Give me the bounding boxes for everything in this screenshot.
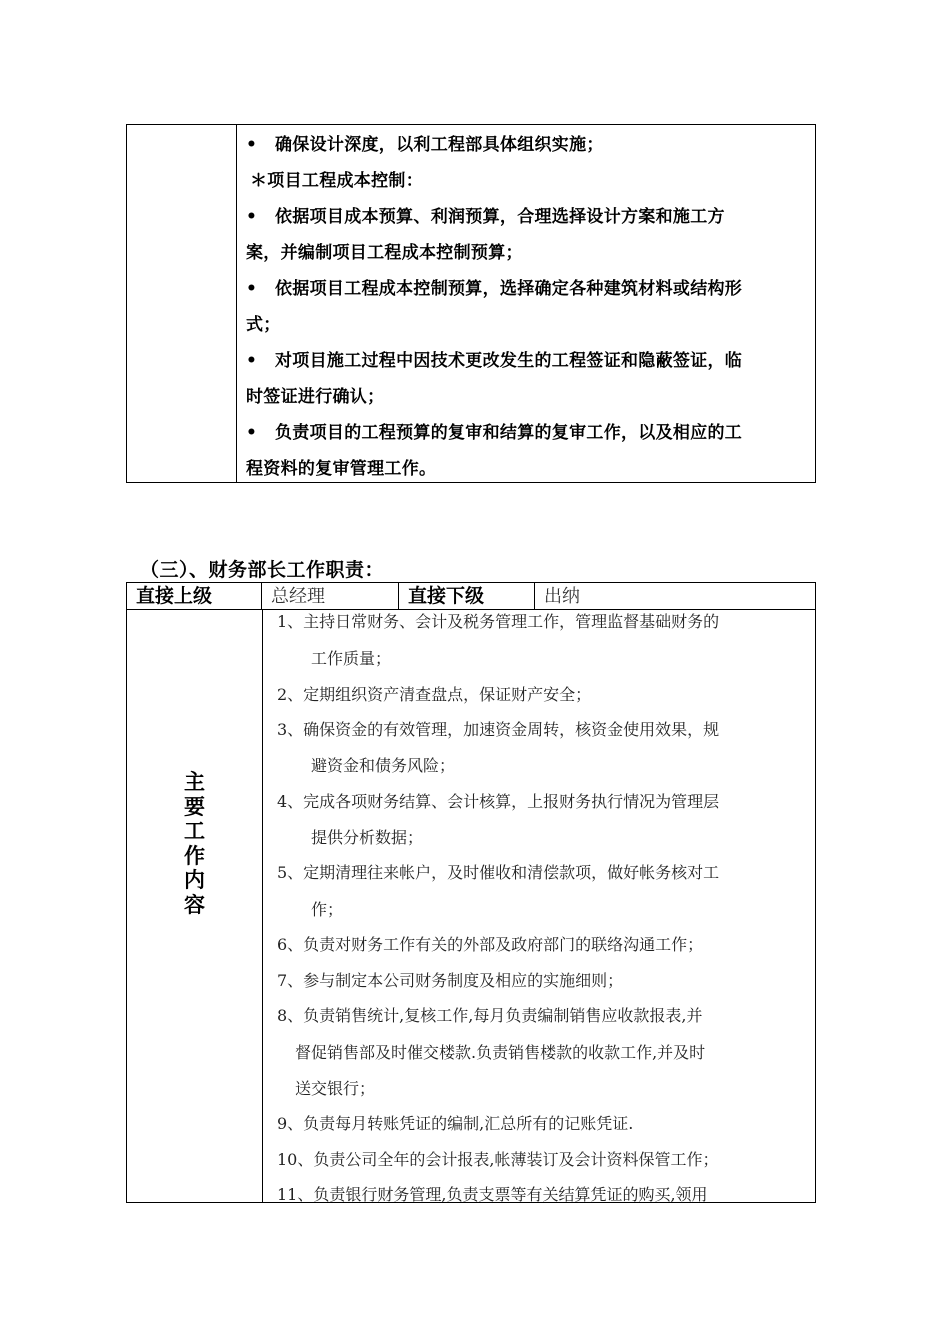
duty-line: 7、参与制定本公司财务制度及相应的实施细则； (277, 971, 624, 990)
section-title: （三）、财务部长工作职责： (140, 559, 385, 581)
duty-line: 6、负责对财务工作有关的外部及政府部门的联络沟通工作； (277, 935, 704, 954)
duty-line: 11、负责银行财务管理,负责支票等有关结算凭证的购买,领用 (277, 1185, 708, 1202)
list-item: ＊项目工程成本控制： (250, 171, 423, 191)
direct-subordinate-value: 出纳 (544, 586, 580, 607)
list-item: • 确保设计深度，以利工程部具体组织实施； (246, 127, 807, 163)
list-item-continuation: 时签证进行确认； (246, 387, 385, 407)
duty-line: 作； (311, 900, 344, 919)
main-duties-vertical-label: 主 要 工 作 内 容 (184, 770, 205, 917)
main-duties-label-cell (127, 610, 263, 1202)
main-duties-content-cell (264, 610, 815, 1202)
bullet: • (246, 279, 258, 299)
duty-line: 送交银行； (295, 1079, 376, 1098)
empty-label-cell (127, 125, 237, 482)
table-header-row (127, 583, 815, 610)
duty-line: 10、负责公司全年的会计报表,帐薄装订及会计资料保管工作； (277, 1150, 719, 1169)
duty-line: 5、定期清理往来帐户，及时催收和清偿款项，做好帐务核对工 (277, 863, 720, 882)
duty-line: 避资金和债务风险； (311, 756, 456, 775)
direct-superior-value: 总经理 (262, 583, 399, 609)
bullet: • (246, 351, 258, 371)
duty-line: 3、确保资金的有效管理，加速资金周转，核资金使用效果，规 (277, 720, 720, 739)
duty-line: 8、负责销售统计,复核工作,每月负责编制销售应收款报表,并 (277, 1006, 703, 1025)
list-item-continuation: 式； (246, 315, 281, 335)
duty-line: 2、定期组织资产清查盘点，保证财产安全； (277, 685, 592, 704)
bullet: • (246, 423, 258, 443)
duty-line: 4、完成各项财务结算、会计核算，上报财务执行情况为管理层 (277, 792, 720, 811)
list-item-continuation: 程资料的复审管理工作。 (246, 459, 437, 479)
direct-subordinate-label: 直接下级 (399, 583, 535, 609)
duty-line: 督促销售部及时催交楼款.负责销售楼款的收款工作,并及时 (295, 1043, 706, 1062)
duty-line: 9、负责每月转账凭证的编制,汇总所有的记账凭证. (277, 1114, 634, 1133)
direct-superior-label: 直接上级 (127, 583, 262, 609)
list-item: • 依据项目工程成本控制预算，选择确定各种建筑材料或结构形 (246, 271, 807, 307)
finance-director-duties-table (126, 582, 816, 1203)
list-item: • 负责项目的工程预算的复审和结算的复审工作，以及相应的工 (246, 415, 807, 451)
list-item: • 依据项目成本预算、利润预算，合理选择设计方案和施工方 (246, 199, 807, 235)
responsibilities-table-continued (126, 124, 816, 483)
bullet: • (246, 207, 258, 227)
duty-line: 工作质量； (311, 649, 392, 668)
duty-line: 提供分析数据； (311, 828, 424, 847)
duty-line: 1、主持日常财务、会计及税务管理工作，管理监督基础财务的 (277, 612, 720, 631)
content-cell (238, 125, 815, 482)
bullet: • (246, 135, 258, 155)
list-item: • 对项目施工过程中因技术更改发生的工程签证和隐蔽签证，临 (246, 343, 807, 379)
list-item-continuation: 案，并编制项目工程成本控制预算； (246, 243, 523, 263)
